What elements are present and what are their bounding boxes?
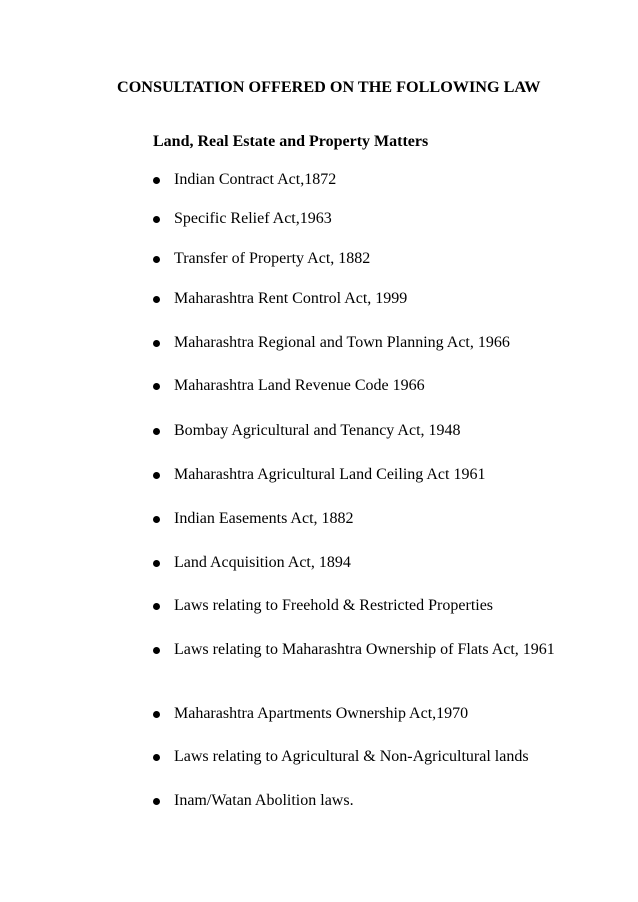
list-item: [153, 420, 561, 442]
bullet-icon: [153, 216, 160, 223]
list-item-text: Maharashtra Regional and Town Planning Act, 1966: [174, 334, 510, 351]
list-item: [153, 703, 561, 725]
bullet-icon: [153, 383, 160, 390]
list-item: [153, 552, 561, 574]
bullet-icon: [153, 647, 160, 654]
list-item-text: Bombay Agricultural and Tenancy Act, 1948: [174, 422, 461, 439]
list-item-text: Inam/Watan Abolition laws.: [174, 792, 354, 809]
bullet-icon: [153, 428, 160, 435]
list-item: [153, 248, 561, 270]
list-item: [153, 595, 561, 617]
list-item-text: Transfer of Property Act, 1882: [174, 250, 371, 267]
list-item-text: Maharashtra Agricultural Land Ceiling Act 1961: [174, 466, 486, 483]
list-item: [153, 375, 561, 397]
list-item-text: Laws relating to Freehold & Restricted Properties: [174, 597, 494, 614]
bullet-icon: [153, 472, 160, 479]
list-item: [153, 746, 561, 768]
list-item: [153, 169, 561, 191]
list-item: [153, 332, 561, 354]
bullet-icon: [153, 798, 160, 805]
section-title: Land, Real Estate and Property Matters: [153, 133, 429, 150]
bullet-icon: [153, 296, 160, 303]
bullet-icon: [153, 754, 160, 761]
bullet-icon: [153, 256, 160, 263]
list-item-text: Maharashtra Apartments Ownership Act,1970: [174, 705, 469, 722]
list-item-text: Laws relating to Agricultural & Non-Agricultural lands: [174, 748, 529, 765]
list-item: [153, 508, 561, 530]
list-item: [153, 208, 561, 230]
list-item: [153, 639, 561, 661]
list-item-text: Laws relating to Maharashtra Ownership of Flats Act, 1961: [174, 641, 555, 658]
bullet-icon: [153, 516, 160, 523]
list-item: [153, 288, 561, 310]
bullet-icon: [153, 560, 160, 567]
list-item: [153, 790, 561, 812]
list-item-text: Indian Easements Act, 1882: [174, 510, 354, 527]
bullet-icon: [153, 711, 160, 718]
list-item-text: Maharashtra Rent Control Act, 1999: [174, 290, 408, 307]
list-item-text: Land Acquisition Act, 1894: [174, 554, 351, 571]
page-heading: CONSULTATION OFFERED ON THE FOLLOWING LAW: [117, 78, 541, 96]
bullet-icon: [153, 603, 160, 610]
list-item: [153, 464, 561, 486]
bullet-icon: [153, 340, 160, 347]
list-item-text: Maharashtra Land Revenue Code 1966: [174, 377, 425, 394]
bullet-icon: [153, 177, 160, 184]
list-item-text: Specific Relief Act,1963: [174, 210, 332, 227]
list-item-text: Indian Contract Act,1872: [174, 171, 337, 188]
